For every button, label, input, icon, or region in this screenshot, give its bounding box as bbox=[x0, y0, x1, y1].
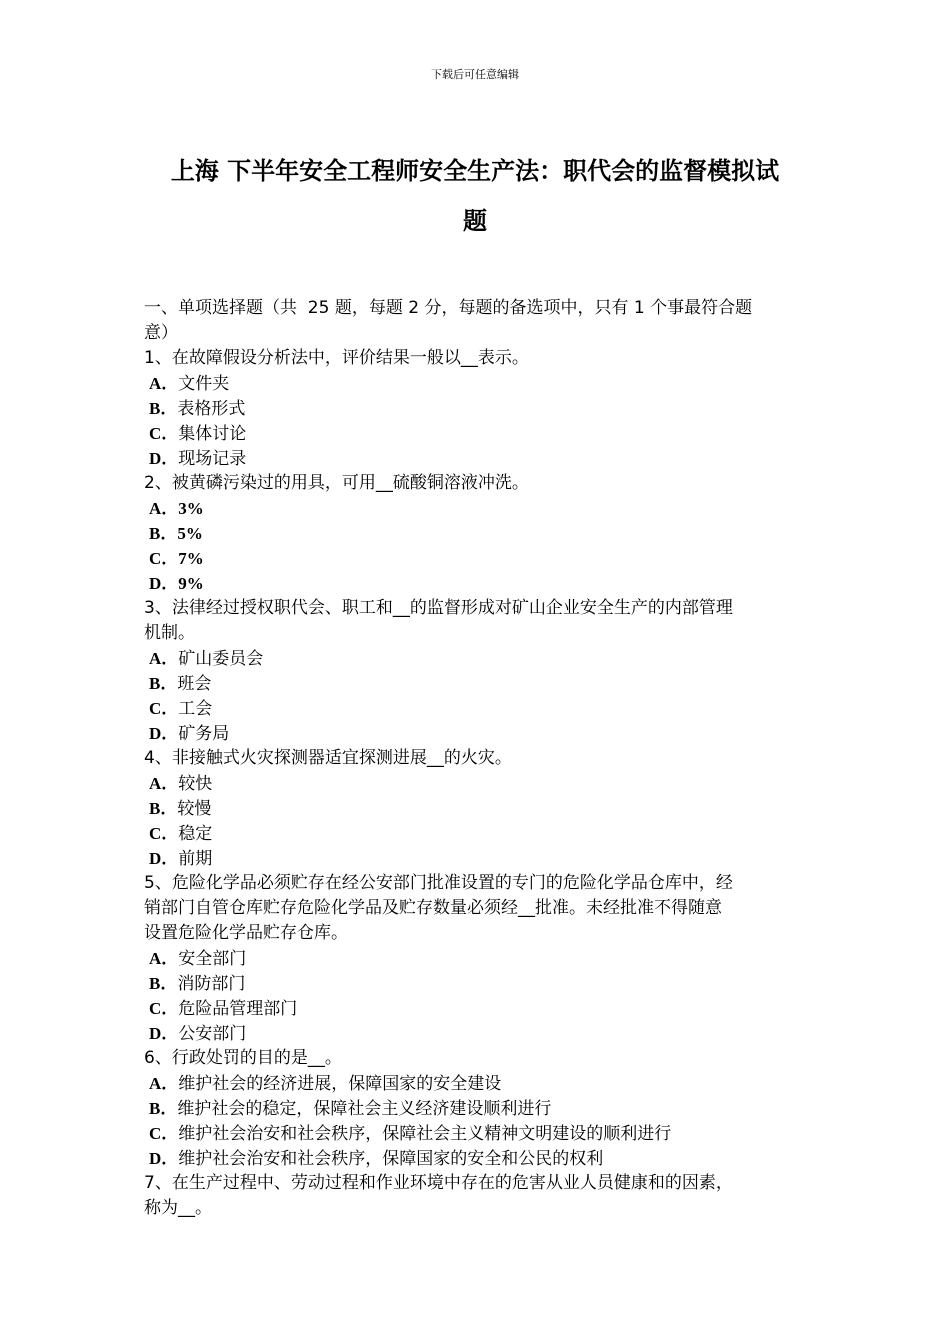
question-5-line-2: 销部门自管仓库贮存危险化学品及贮存数量必须经__批准。未经批准不得随意 bbox=[144, 898, 722, 918]
question-4: 4、非接触式火灾探测器适宜探测进展__的火灾。 bbox=[144, 748, 512, 768]
option-text: 矿山委员会 bbox=[178, 649, 264, 669]
question-2-option-a bbox=[144, 496, 810, 521]
question-2-option-b bbox=[144, 521, 810, 546]
header-note: 下载后可任意编辑 bbox=[431, 68, 519, 81]
question-7-line-2: 称为__。 bbox=[144, 1198, 212, 1218]
title-line-1: 上海 下半年安全工程师安全生产法：职代会的监督模拟试 bbox=[170, 157, 780, 185]
question-1-option-a bbox=[144, 371, 810, 396]
option-text: 维护社会的经济进展，保障国家的安全建设 bbox=[178, 1074, 502, 1094]
option-text: 表格形式 bbox=[177, 399, 246, 419]
option-text: 集体讨论 bbox=[178, 424, 247, 444]
option-letter: D． bbox=[149, 1149, 179, 1168]
option-text: 维护社会治安和社会秩序，保障社会主义精神文明建设的顺利进行 bbox=[178, 1124, 672, 1144]
option-text: 工会 bbox=[178, 699, 213, 719]
option-letter: D． bbox=[149, 849, 179, 868]
option-letter: B． bbox=[149, 524, 178, 543]
option-text: 文件夹 bbox=[178, 374, 230, 394]
question-4-option-b bbox=[144, 796, 810, 821]
question-7-line-1: 7、在生产过程中、劳动过程和作业环境中存在的危害从业人员健康和的因素， bbox=[144, 1173, 733, 1193]
option-text: 现场记录 bbox=[178, 449, 247, 469]
option-letter: C． bbox=[149, 699, 179, 718]
option-text: 危险品管理部门 bbox=[178, 999, 298, 1019]
question-list bbox=[144, 296, 810, 1221]
option-letter: D． bbox=[149, 574, 179, 593]
option-letter: A． bbox=[149, 774, 179, 793]
question-2-option-d bbox=[144, 571, 810, 596]
option-letter: B． bbox=[149, 399, 178, 418]
option-letter: C． bbox=[149, 1124, 179, 1143]
question-5-line-3: 设置危险化学品贮存仓库。 bbox=[144, 923, 348, 943]
question-1-option-d bbox=[144, 446, 810, 471]
option-letter: D． bbox=[149, 449, 179, 468]
option-text: 维护社会的稳定，保障社会主义经济建设顺利进行 bbox=[177, 1099, 552, 1119]
question-6-option-c bbox=[144, 1121, 810, 1146]
option-letter: D． bbox=[149, 1024, 179, 1043]
question-3-option-a bbox=[144, 646, 810, 671]
question-3-option-d bbox=[144, 721, 810, 746]
option-text: 7% bbox=[178, 549, 204, 568]
option-letter: B． bbox=[149, 799, 178, 818]
question-6: 6、行政处罚的目的是__。 bbox=[144, 1048, 342, 1068]
document-title bbox=[120, 146, 830, 246]
question-2: 2、被黄磷污染过的用具，可用__硫酸铜溶液冲洗。 bbox=[144, 473, 529, 493]
option-letter: A． bbox=[149, 949, 179, 968]
option-text: 较慢 bbox=[177, 799, 212, 819]
option-letter: B． bbox=[149, 1099, 178, 1118]
option-text: 3% bbox=[178, 499, 204, 518]
question-5-line-1: 5、危险化学品必须贮存在经公安部门批准设置的专门的危险化学品仓库中，经 bbox=[144, 873, 733, 893]
section-heading-line-2: 意） bbox=[144, 323, 178, 343]
question-2-option-c bbox=[144, 546, 810, 571]
question-1: 1、在故障假设分析法中，评价结果一般以__表示。 bbox=[144, 348, 529, 368]
title-line-2: 题 bbox=[463, 207, 487, 235]
question-3-line-1: 3、法律经过授权职代会、职工和__的监督形成对矿山企业安全生产的内部管理 bbox=[144, 598, 733, 618]
option-letter: B． bbox=[149, 974, 178, 993]
option-text: 9% bbox=[178, 574, 204, 593]
option-letter: A． bbox=[149, 1074, 179, 1093]
option-text: 消防部门 bbox=[177, 974, 246, 994]
question-6-option-a bbox=[144, 1071, 810, 1096]
option-letter: D． bbox=[149, 724, 179, 743]
option-letter: A． bbox=[149, 649, 179, 668]
question-5-option-c bbox=[144, 996, 810, 1021]
option-letter: C． bbox=[149, 424, 179, 443]
question-1-option-b bbox=[144, 396, 810, 421]
option-text: 稳定 bbox=[178, 824, 213, 844]
question-3-option-c bbox=[144, 696, 810, 721]
option-letter: C． bbox=[149, 999, 179, 1018]
option-text: 矿务局 bbox=[178, 724, 230, 744]
question-4-option-c bbox=[144, 821, 810, 846]
option-text: 维护社会治安和社会秩序，保障国家的安全和公民的权利 bbox=[178, 1149, 604, 1169]
option-text: 5% bbox=[177, 524, 203, 543]
section-heading-line-1: 一、单项选择题（共 25 题，每题 2 分，每题的备选项中，只有 1 个事最符合题 bbox=[144, 298, 753, 318]
question-5-option-a bbox=[144, 946, 810, 971]
option-text: 公安部门 bbox=[178, 1024, 247, 1044]
option-letter: C． bbox=[149, 549, 179, 568]
option-letter: B． bbox=[149, 674, 178, 693]
question-6-option-d bbox=[144, 1146, 810, 1171]
question-1-option-c bbox=[144, 421, 810, 446]
question-6-option-b bbox=[144, 1096, 810, 1121]
question-5-option-d bbox=[144, 1021, 810, 1046]
option-text: 较快 bbox=[178, 774, 213, 794]
option-text: 班会 bbox=[177, 674, 212, 694]
option-letter: A． bbox=[149, 499, 179, 518]
option-letter: A． bbox=[149, 374, 179, 393]
question-5-option-b bbox=[144, 971, 810, 996]
question-3-line-2: 机制。 bbox=[144, 623, 195, 643]
option-text: 前期 bbox=[178, 849, 213, 869]
question-4-option-a bbox=[144, 771, 810, 796]
question-4-option-d bbox=[144, 846, 810, 871]
question-3-option-b bbox=[144, 671, 810, 696]
option-letter: C． bbox=[149, 824, 179, 843]
option-text: 安全部门 bbox=[178, 949, 247, 969]
